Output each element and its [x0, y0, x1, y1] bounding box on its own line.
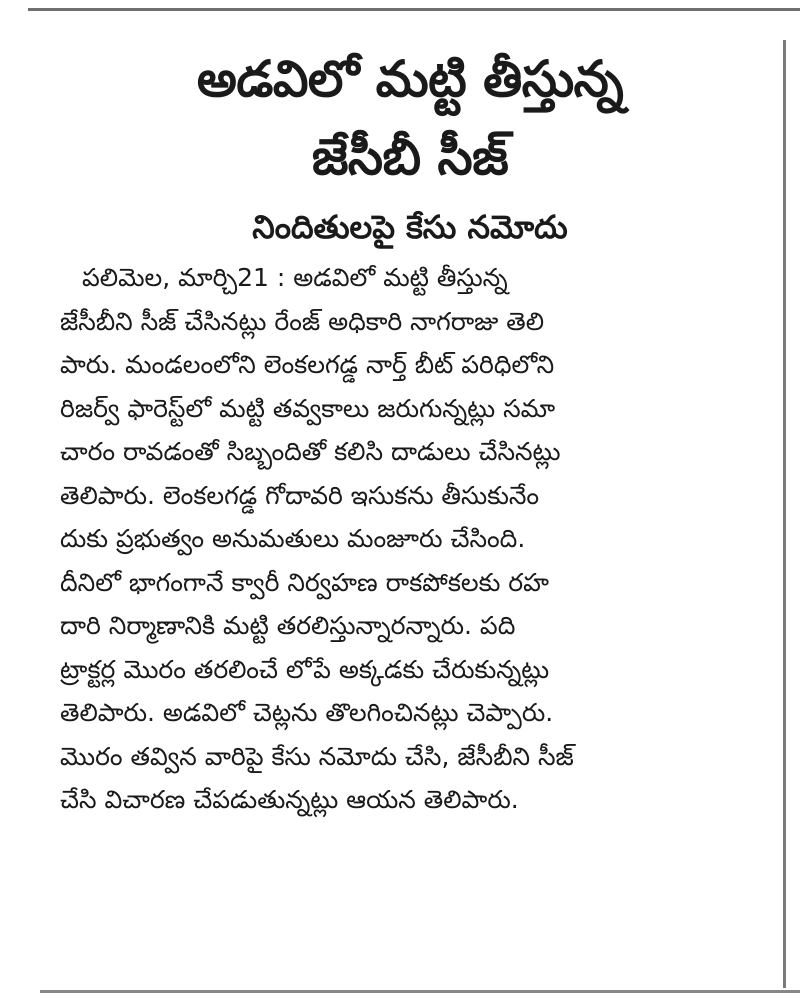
body-line: జేసీబీని సీజ్ చేసినట్లు రేంజ్ అధికారి నాగరాజు తెలి	[60, 306, 545, 336]
news-article	[60, 40, 760, 822]
body-line: దుకు ప్రభుత్వం అనుమతులు మంజూరు చేసింది.	[60, 524, 526, 553]
headline-line-2: జేసీబీ సీజ్	[311, 128, 509, 186]
body-line: చేసి విచారణ చేపడుతున్నట్లు ఆయన తెలిపారు.	[60, 785, 519, 814]
body-line: రిజర్వ్ ఫారెస్ట్‌లో మట్టి తవ్వకాలు జరుగున్నట్లు సమా	[60, 393, 556, 423]
body-line: పలిమెల, మార్చి21 : అడవిలో మట్టి తీస్తున్న	[82, 263, 508, 292]
body-line: తెలిపారు. అడవిలో చెట్లను తొలగించినట్లు చెప్పారు.	[60, 698, 554, 727]
body-line: మొరం తవ్విన వారిపై కేసు నమోదు చేసి, జేసీబీని సీజ్	[60, 741, 574, 771]
column-divider-rule	[783, 40, 786, 988]
body-line: దారి నిర్మాణానికి మట్టి తరలిస్తున్నారన్నారు. పది	[60, 611, 516, 640]
article-body	[60, 256, 760, 822]
body-line: తెలిపారు. లెంకలగడ్డ గోదావరి ఇసుకను తీసుకునేం	[60, 480, 540, 510]
body-line: ట్రాక్టర్ల మొరం తరలించే లోపే అక్కడకు చేరుకున్నట్లు	[60, 654, 550, 684]
headline	[60, 40, 760, 196]
bottom-border-rule	[40, 990, 800, 993]
body-line: పారు. మండలంలోని లెంకలగడ్డ నార్త్ బీట్ పరిధిలోని	[60, 350, 555, 379]
top-border-rule	[28, 8, 800, 11]
body-line: దీనిలో భాగంగానే క్వారీ నిర్వహణ రాకపోకలకు రహ	[60, 567, 549, 597]
subheadline: నిందితులపై కేసు నమోదు	[252, 208, 568, 246]
body-line: చారం రావడంతో సిబ్బందితో కలిసి దాడులు చేసినట్లు	[60, 437, 561, 466]
headline-line-1: అడవిలో మట్టి తీస్తున్న	[196, 50, 624, 108]
